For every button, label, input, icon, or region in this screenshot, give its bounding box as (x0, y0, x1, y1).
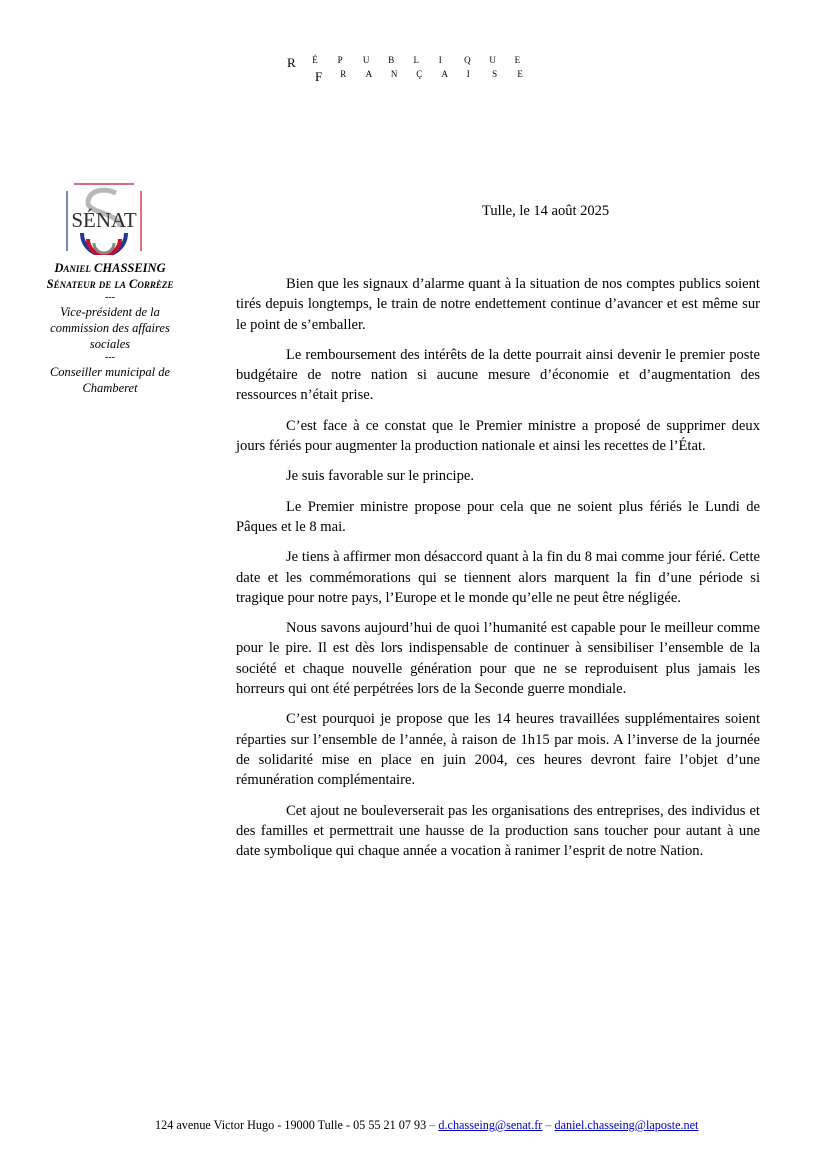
footer-address: 124 avenue Victor Hugo - 19000 Tulle - 05 55 21 07 93 (155, 1118, 427, 1132)
header-letter: L (413, 55, 419, 65)
separator: --- (105, 292, 115, 303)
sender-role-councillor: Conseiller municipal de Chamberet (49, 365, 171, 395)
header-letter: U (362, 55, 370, 65)
header-letter: E (514, 55, 521, 65)
senat-logo (64, 183, 144, 255)
header-letter: R (287, 55, 296, 70)
header-letter: É (312, 55, 318, 65)
header-letter: N (390, 69, 398, 79)
logo-grey-arc (94, 243, 114, 253)
header-letter: Q (464, 55, 471, 65)
letter-body (236, 274, 760, 871)
header-letter: P (337, 55, 343, 65)
francaise-line (315, 69, 543, 85)
sender-first-name: Daniel (54, 261, 91, 275)
footer-contact (155, 1118, 698, 1133)
header-letter: I (466, 69, 470, 79)
footer-dash: – (429, 1118, 436, 1132)
paragraph: Je suis favorable sur le principe. (286, 468, 475, 485)
header-letter: A (365, 69, 373, 79)
paragraph: Cet ajout ne bouleverserait pas les organisations des entreprises, des individus et des familles et permettrait une hausse de la production sans toucher pour autant à une date symbolique qui chaque année a vocation à ranimer l’esprit de notre Nation. (236, 802, 760, 860)
header-letter: B (388, 55, 395, 65)
header-letter: I (438, 55, 442, 65)
paragraph: Bien que les signaux d’alarme quant à la situation de nos comptes publics soient tirés depuis longtemps, le train de notre endettement continue d’avancer et est même sur le point de s’emballer. (236, 276, 760, 333)
sender-block (30, 260, 190, 396)
footer-email-senat[interactable]: d.chasseing@senat.fr (438, 1118, 543, 1132)
paragraph: Je tiens à affirmer mon désaccord quant à la fin du 8 mai comme jour férié. Cette date et les commémorations qui se tiennent alors marquent la fin d’une période si tragique pour notre pays, l’Europe et le monde qu’elle ne peut être négligée. (236, 549, 760, 606)
paragraph: Le Premier ministre propose pour cela que ne soient plus fériés le Lundi de Pâques et le 8 mai. (236, 498, 760, 535)
paragraph: C’est pourquoi je propose que les 14 heures travaillées supplémentaires soient réparties sur l’ensemble de l’année, à raison de 1h15 par mois. A l’inverse de la journée de solidarité mise en place en juin 2004, ces heures devront faire l’objet d’une rémunération complémentaire. (236, 711, 760, 789)
header-letter: U (489, 55, 496, 65)
header-letter: R (340, 69, 347, 79)
paragraph: C’est face à ce constat que le Premier ministre a proposé de supprimer deux jours fériés pour augmenter la production nationale et ainsi les recettes de l’État. (236, 417, 760, 455)
sender-role-vice-president: Vice-président de la commission des affaires sociales (50, 305, 170, 351)
logo-text: SÉNAT (71, 208, 137, 232)
header-letter: A (441, 69, 448, 79)
separator: --- (105, 352, 115, 363)
letter-date: Tulle, le 14 août 2025 (482, 203, 610, 219)
header-letter: E (517, 69, 523, 79)
header-letter: S (492, 69, 498, 79)
senat-logo-icon (64, 183, 144, 255)
paragraph: Le remboursement des intérêts de la dette pourrait ainsi devenir le premier poste budgétaire de notre nation si aucune mesure d’économie et d’augmentation des ressources n’était prise. (236, 346, 760, 404)
header-letter: Ç (416, 69, 423, 79)
sender-title: Sénateur de la Corrèze (46, 277, 174, 291)
sender-name (30, 260, 190, 276)
header-letter: F (315, 69, 323, 84)
paragraph: Nous savons aujourd’hui de quoi l’humanité est capable pour le meilleur comme pour le pire. Il est dès lors indispensable de continuer à sensibiliser l’ensemble de la société et chaque nouvelle génération pour que ne se reproduisent plus jamais les horreurs qui ont été perpétrées lors de la Seconde guerre mondiale. (236, 620, 760, 698)
footer-dash: – (545, 1118, 552, 1132)
footer-email-laposte[interactable]: daniel.chasseing@laposte.net (554, 1118, 699, 1132)
francaise-letters (315, 69, 543, 85)
sender-last-name: CHASSEING (94, 261, 166, 275)
